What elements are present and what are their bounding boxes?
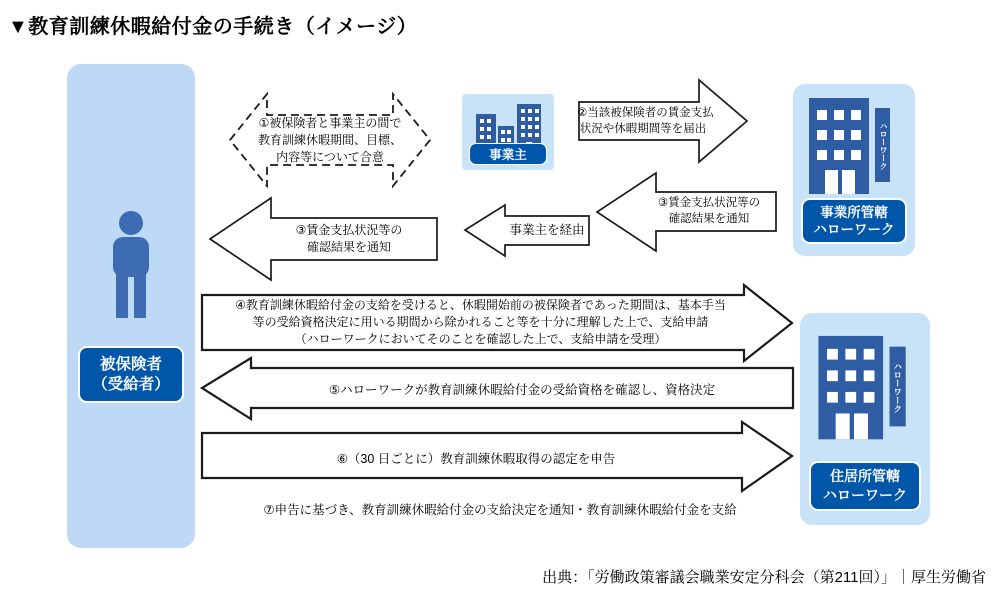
arrow-step4-application: [200, 283, 795, 363]
source-caption: 出典：「労働政策審議会職業安定分科会（第211回）」｜厚生労働省: [542, 569, 986, 586]
step3-to-insured-text: [265, 222, 433, 256]
arrow-step2-report: [577, 77, 751, 165]
step4-text: [208, 297, 753, 348]
insured-label-line2: （受給者）: [92, 375, 170, 393]
hw-office-sign: ハローワーク: [879, 122, 888, 170]
arrow-via-employer: [461, 203, 591, 258]
hw-office-building-icon: [803, 96, 907, 206]
hw-residence-building-icon: [812, 333, 924, 453]
arrow-step5-decision: [199, 356, 795, 421]
step5-text: [251, 380, 793, 398]
step1-line3: 内容等について合意: [276, 150, 384, 164]
step2-line2: 状況や休暇期間等を届出: [579, 122, 707, 135]
hw-office-label-line2: ハローワーク: [813, 222, 895, 237]
step3a-line1: ③賃金支払状況等の: [657, 197, 761, 209]
step2-line1: ②当該被保険者の賃金支払: [577, 107, 714, 119]
step5-label: ⑤ハローワークが教育訓練休暇給付金の受給資格を確認し、資格決定: [328, 383, 716, 397]
step4-line2: 等の受給資格決定に用いる期間から除かれること等を十分に理解した上で、支給申請: [252, 315, 709, 329]
step3b-line2: 確認結果を通知: [306, 240, 391, 254]
hw-residence-sign: ハローワーク: [892, 361, 903, 413]
step2-text: [577, 106, 714, 137]
arrow-step1-agreement: [227, 87, 433, 193]
step4-line3: （ハローワークにおいてそのことを確認した上で、支給申請を受理）: [294, 332, 667, 346]
step1-line2: 教育訓練休暇期間、目標、: [257, 133, 402, 147]
step1-text: [240, 115, 420, 166]
hw-office-label: [801, 198, 907, 244]
insured-label-line1: 被保険者: [99, 355, 162, 373]
hw-residence-label-line2: ハローワーク: [823, 487, 907, 503]
step3b-line1: ③賃金支払状況等の: [295, 223, 403, 237]
via-employer-label: 事業主を経由: [509, 223, 585, 237]
employer-label: [469, 143, 547, 165]
hw-office-panel: [793, 84, 915, 256]
person-icon: [93, 210, 169, 326]
insured-panel: [67, 64, 195, 548]
hw-residence-label: [809, 461, 921, 511]
step6-label: ⑥（30 日ごとに）教育訓練休暇取得の認定を申告: [336, 452, 616, 466]
employer-label-text: 事業主: [489, 148, 527, 162]
insured-label: [78, 346, 184, 403]
page-title: ▼教育訓練休暇給付金の手続き（イメージ）: [8, 16, 418, 38]
arrow-step6-report: [200, 420, 795, 493]
arrow-step3-to-insured: [207, 195, 439, 283]
step6-text: [208, 449, 744, 467]
step7-text: ⑦申告に基づき、教育訓練休暇給付金の支給決定を通知・教育訓練休暇給付金を支給: [263, 503, 737, 517]
via-employer-text: [505, 224, 589, 237]
step3-from-hw-text: [646, 195, 772, 227]
step3a-line2: 確認結果を通知: [668, 213, 750, 225]
step4-line1: ④教育訓練休暇給付金の支給を受けると、休暇開始前の被保険者であった期間は、基本手当: [235, 298, 726, 312]
step1-line1: ①被保険者と事業主の間で: [258, 116, 402, 130]
employer-box: [462, 94, 554, 170]
hw-office-label-line1: 事業所管轄: [820, 204, 888, 220]
hw-residence-label-line1: 住居所管轄: [830, 468, 900, 484]
hw-residence-panel: [800, 313, 930, 525]
arrow-step3-from-hw: [594, 171, 778, 253]
